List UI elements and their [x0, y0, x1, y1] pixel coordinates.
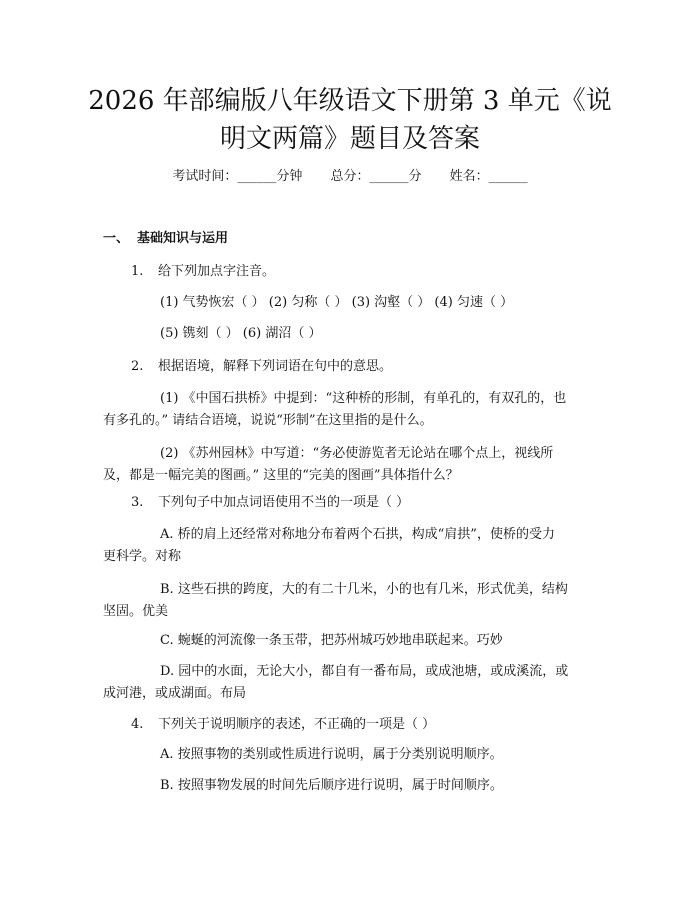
question-2-sub-1-line-2: 有多孔的。” 请结合语境，说说“形制”在这里指的是什么。 [103, 413, 433, 428]
section-title: 基础知识与运用 [137, 231, 229, 246]
question-1-items-row-2: (5) 镌刻（ ） (6) 湖沼（ ） [160, 326, 322, 341]
question-3-option-a-line-2: 更科学。对称 [103, 549, 182, 564]
question-text: 下列句子中加点词语使用不当的一项是（ ） [158, 495, 410, 510]
document-title-line-2: 明文两篇》题目及答案 [219, 124, 480, 154]
question-number: 1. [131, 264, 144, 279]
section-number: 一、 [103, 231, 130, 246]
question-text: 给下列加点字注音。 [158, 264, 276, 279]
total-score-field: 总分：______分 [330, 169, 422, 184]
exam-time-field: 考试时间：______分钟 [172, 169, 303, 184]
question-3-option-d-line-1: D. 园中的水面，无论大小，都自有一番布局，或成池塘，或成溪流，或 [160, 664, 569, 679]
question-1-items-row-1: (1) 气势恢宏（ ） (2) 匀称（ ） (3) 沟壑（ ） (4) 匀速（ ） [160, 295, 514, 310]
question-4-option-b: B. 按照事物发展的时间先后顺序进行说明，属于时间顺序。 [160, 778, 503, 793]
question-text: 下列关于说明顺序的表述，不正确的一项是（ ） [158, 717, 436, 732]
question-3-option-d-line-2: 成河港，或成湖面。布局 [103, 686, 247, 701]
question-4-option-a: A. 按照事物的类别或性质进行说明，属于分类别说明顺序。 [160, 747, 503, 762]
question-1 [131, 262, 275, 282]
question-number: 3. [131, 495, 144, 510]
question-number: 2. [131, 359, 144, 374]
question-2-sub-2-line-2: 及，都是一幅完美的图画。” 这里的“完美的图画”具体指什么？ [103, 468, 459, 483]
question-2-sub-2-line-1: (2) 《苏州园林》中写道：“务必使游览者无论站在哪个点上，视线所 [160, 446, 554, 461]
question-text: 根据语境，解释下列词语在句中的意思。 [158, 359, 393, 374]
question-3 [131, 493, 409, 513]
question-3-option-b-line-1: B. 这些石拱的跨度，大的有二十几米，小的也有几米，形式优美，结构 [160, 582, 568, 597]
exam-info [0, 167, 700, 187]
section-heading [103, 229, 228, 249]
question-3-option-c: C. 蜿蜒的河流像一条玉带，把苏州城巧妙地串联起来。巧妙 [160, 633, 503, 648]
question-number: 4. [131, 717, 144, 732]
question-2 [131, 357, 392, 377]
question-4 [131, 715, 435, 735]
document-title-line-1: 2026 年部编版八年级语文下册第 3 单元《说 [88, 86, 612, 116]
student-name-field: 姓名：______ [449, 169, 528, 184]
question-2-sub-1-line-1: (1) 《中国石拱桥》中提到：“这种桥的形制，有单孔的，有双孔的，也 [160, 391, 567, 406]
question-3-option-a-line-1: A. 桥的肩上还经常对称地分布着两个石拱，构成“肩拱”，使桥的受力 [160, 527, 555, 542]
question-3-option-b-line-2: 坚固。优美 [103, 604, 169, 619]
